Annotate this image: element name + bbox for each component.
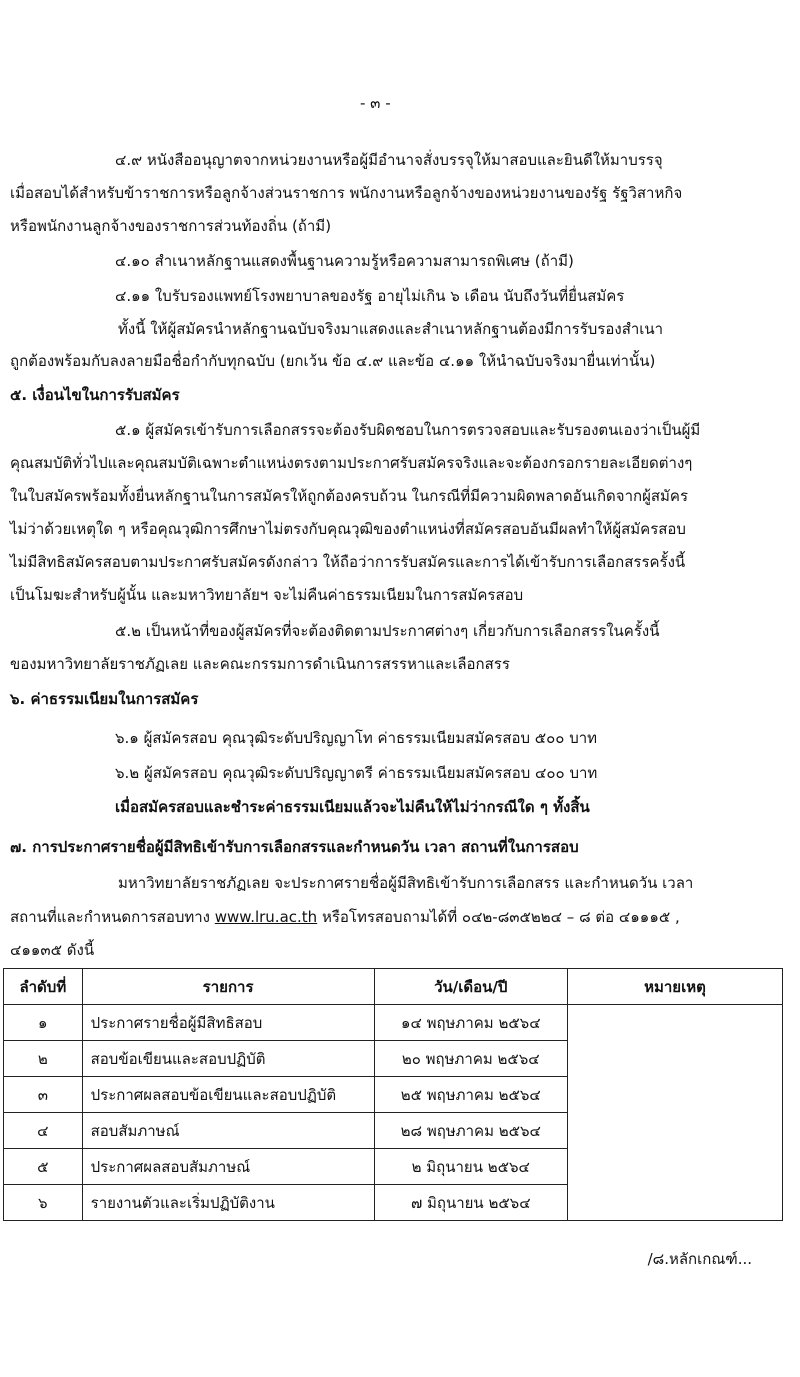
item-4-9-line-2: เมื่อสอบได้สำหรับข้าราชการหรือลูกจ้างส่วนราชการ พนักงานหรือลูกจ้างของหน่วยงานของรัฐ รัฐวิสาหกิจ — [10, 184, 683, 202]
row-order: ๒ — [4, 1041, 83, 1077]
website-link[interactable]: www.lru.ac.th — [214, 908, 318, 926]
item-5-1-line-4: ไม่ว่าด้วยเหตุใด ๆ หรือคุณวุฒิการศึกษาไม่ตรงกับคุณวุฒิของตำแหน่งที่สมัครสอบอันมีผลทำให้ผู้สมัครสอบ — [10, 520, 686, 538]
item-5-1-line-2: คุณสมบัติทั่วไปและคุณสมบัติเฉพาะตำแหน่งตรงตามประกาศรับสมัครจริงและจะต้องกรอกรายละเอียดต่างๆ — [10, 454, 693, 472]
row-date: ๑๔ พฤษภาคม ๒๕๖๔ — [374, 1005, 567, 1041]
section-7-line-2-prefix: สถานที่และกำหนดการสอบทาง — [10, 908, 215, 926]
fee-bachelor: ๖.๒ ผู้สมัครสอบ คุณวุฒิระดับปริญญาตรี ค่าธรรมเนียมสมัครสอบ ๔๐๐ บาท — [115, 764, 598, 782]
row-order: ๑ — [4, 1005, 83, 1041]
row-date: ๒๘ พฤษภาคม ๒๕๖๔ — [374, 1113, 567, 1149]
section-7-line-2 — [10, 906, 680, 928]
row-item: ประกาศผลสอบสัมภาษณ์ — [82, 1149, 374, 1185]
row-item: ประกาศผลสอบข้อเขียนและสอบปฏิบัติ — [82, 1077, 374, 1113]
schedule-table — [3, 968, 783, 1221]
item-5-1-line-5: ไม่มีสิทธิสมัครสอบตามประกาศรับสมัครดังกล่าว ให้ถือว่าการรับสมัครและการได้เข้ารับการเลือกสรรครั้งนี้ — [10, 553, 686, 571]
section-7-line-2-suffix: หรือโทรสอบถามได้ที่ ๐๔๒-๘๓๕๒๒๔ – ๘ ต่อ ๔๑๑๑๕ , — [317, 908, 680, 926]
note-line-2: ถูกต้องพร้อมกับลงลายมือชื่อกำกับทุกฉบับ (ยกเว้น ข้อ ๔.๙ และข้อ ๔.๑๑ ให้นำฉบับจริงมายื่นเท่านั้น) — [10, 352, 656, 370]
section-7-line-3: ๔๑๑๓๕ ดังนี้ — [10, 941, 95, 959]
item-5-1-line-6: เป็นโมฆะสำหรับผู้นั้น และมหาวิทยาลัยฯ จะไม่คืนค่าธรรมเนียมในการสมัครสอบ — [10, 586, 524, 604]
row-order: ๕ — [4, 1149, 83, 1185]
row-order: ๓ — [4, 1077, 83, 1113]
item-5-1-line-1: ๕.๑ ผู้สมัครเข้ารับการเลือกสรรจะต้องรับผิดชอบในการตรวจสอบและรับรองตนเองว่าเป็นผู้มี — [115, 421, 701, 439]
row-item: สอบข้อเขียนและสอบปฏิบัติ — [82, 1041, 374, 1077]
row-order: ๔ — [4, 1113, 83, 1149]
continuation-footer: /๘.หลักเกณฑ์... — [647, 1250, 752, 1268]
row-item: รายงานตัวและเริ่มปฏิบัติงาน — [82, 1185, 374, 1221]
remark-cell — [567, 1005, 782, 1221]
header-date: วัน/เดือน/ปี — [374, 969, 567, 1005]
row-item: สอบสัมภาษณ์ — [82, 1113, 374, 1149]
section-6-heading: ๖. ค่าธรรมเนียมในการสมัคร — [10, 690, 199, 708]
item-5-1-line-3: ในใบสมัครพร้อมทั้งยื่นหลักฐานในการสมัครให้ถูกต้องครบถ้วน ในกรณีที่มีความผิดพลาดอันเกิดจากผู้สมัคร — [10, 487, 689, 505]
section-7-heading: ๗. การประกาศรายชื่อผู้มีสิทธิเข้ารับการเลือกสรรและกำหนดวัน เวลา สถานที่ในการสอบ — [10, 838, 579, 856]
section-5-heading: ๕. เงื่อนไขในการรับสมัคร — [10, 386, 180, 404]
row-date: ๒ มิถุนายน ๒๕๖๔ — [374, 1149, 567, 1185]
row-date: ๒๕ พฤษภาคม ๒๕๖๔ — [374, 1077, 567, 1113]
section-7-line-1: มหาวิทยาลัยราชภัฏเลย จะประกาศรายชื่อผู้มีสิทธิเข้ารับการเลือกสรร และกำหนดวัน เวลา — [118, 874, 694, 892]
row-order: ๖ — [4, 1185, 83, 1221]
header-remark: หมายเหตุ — [567, 969, 782, 1005]
note-line-1: ทั้งนี้ ให้ผู้สมัครนำหลักฐานฉบับจริงมาแสดงและสำเนาหลักฐานต้องมีการรับรองสำเนา — [118, 320, 664, 338]
item-5-2-line-2: ของมหาวิทยาลัยราชภัฏเลย และคณะกรรมการดำเนินการสรรหาและเลือกสรร — [10, 655, 510, 673]
item-5-2-line-1: ๕.๒ เป็นหน้าที่ของผู้สมัครที่จะต้องติดตามประกาศต่างๆ เกี่ยวกับการเลือกสรรในครั้งนี้ — [115, 622, 660, 640]
item-4-10: ๔.๑๐ สำเนาหลักฐานแสดงพื้นฐานความรู้หรือความสามารถพิเศษ (ถ้ามี) — [115, 252, 574, 270]
fee-master: ๖.๑ ผู้สมัครสอบ คุณวุฒิระดับปริญญาโท ค่าธรรมเนียมสมัครสอบ ๕๐๐ บาท — [115, 729, 598, 747]
table-header-row — [4, 969, 783, 1005]
table-row — [4, 1005, 783, 1041]
row-date: ๒๐ พฤษภาคม ๒๕๖๔ — [374, 1041, 567, 1077]
fee-no-refund-notice: เมื่อสมัครสอบและชำระค่าธรรมเนียมแล้วจะไม่คืนให้ไม่ว่ากรณีใด ๆ ทั้งสิ้น — [115, 798, 590, 816]
item-4-9-line-1: ๔.๙ หนังสืออนุญาตจากหน่วยงานหรือผู้มีอำนาจสั่งบรรจุให้มาสอบและยินดีให้มาบรรจุ — [115, 151, 663, 169]
page-number: - ๓ - — [360, 94, 391, 112]
item-4-11: ๔.๑๑ ใบรับรองแพทย์โรงพยาบาลของรัฐ อายุไม่เกิน ๖ เดือน นับถึงวันที่ยื่นสมัคร — [115, 287, 625, 305]
header-item: รายการ — [82, 969, 374, 1005]
header-order: ลำดับที่ — [4, 969, 83, 1005]
row-item: ประกาศรายชื่อผู้มีสิทธิสอบ — [82, 1005, 374, 1041]
row-date: ๗ มิถุนายน ๒๕๖๔ — [374, 1185, 567, 1221]
item-4-9-line-3: หรือพนักงานลูกจ้างของราชการส่วนท้องถิ่น (ถ้ามี) — [10, 217, 332, 235]
